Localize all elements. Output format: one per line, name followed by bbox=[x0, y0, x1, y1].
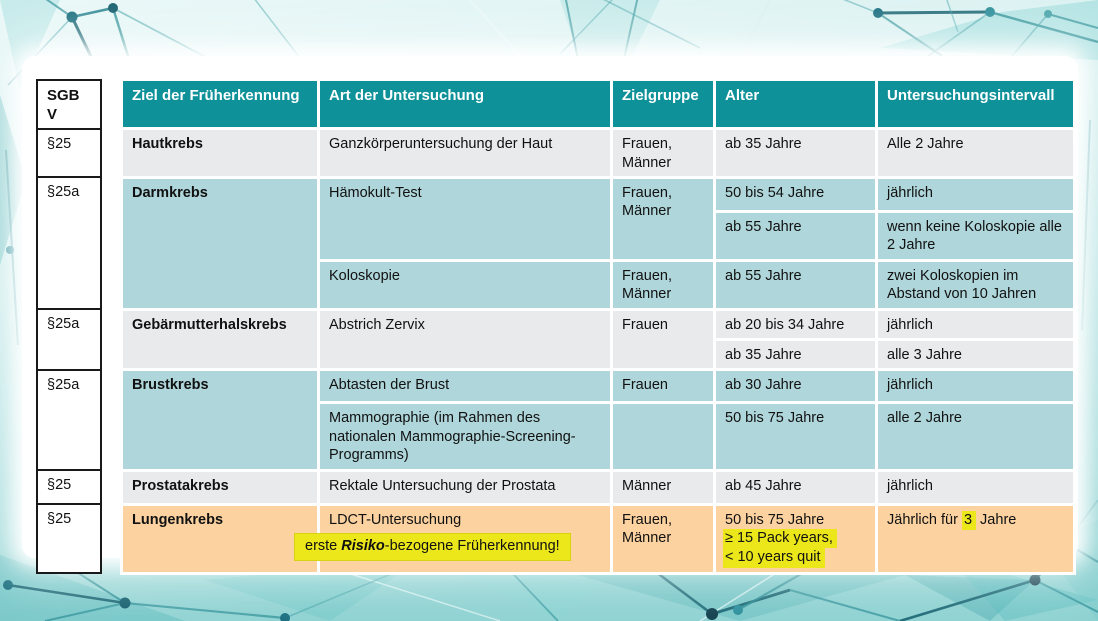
content-panel bbox=[22, 56, 1078, 566]
cell-alter-hautkrebs: ab 35 Jahre bbox=[715, 129, 877, 178]
cell-sgb-lungenkrebs: §25 bbox=[37, 504, 101, 573]
cell-art-hautkrebs: Ganzkörperuntersuchung der Haut bbox=[319, 129, 612, 178]
column-header-ziel: Ziel der Früherkennung bbox=[122, 80, 319, 129]
cell-intervall-koloskopie: zwei Koloskopien im Abstand von 10 Jahren bbox=[877, 260, 1075, 309]
cell-art-mammographie: Mammographie (im Rahmen des nationalen Mammographie-Screening-Programms) bbox=[319, 403, 612, 470]
cell-art-haemokult: Hämokult-Test bbox=[319, 177, 612, 260]
cell-alter-prostatakrebs: ab 45 Jahre bbox=[715, 470, 877, 504]
ldct-label: LDCT-Untersuchung bbox=[329, 511, 462, 528]
cell-intervall-haemokult-jaehrlich: jährlich bbox=[877, 177, 1075, 211]
cell-ziel-brustkrebs: Brustkrebs bbox=[122, 370, 319, 470]
cell-art-koloskopie: Koloskopie bbox=[319, 260, 612, 309]
cell-zielgruppe-brustkrebs: Frauen bbox=[612, 370, 715, 403]
cell-alter-zervix-20-34: ab 20 bis 34 Jahre bbox=[715, 309, 877, 339]
cell-alter-koloskopie: ab 55 Jahre bbox=[715, 260, 877, 309]
years-quit-highlight: < 10 years quit bbox=[723, 548, 825, 567]
cell-ziel-darmkrebs: Darmkrebs bbox=[122, 177, 319, 309]
cell-zielgruppe-prostatakrebs: Männer bbox=[612, 470, 715, 504]
cell-sgb-prostatakrebs: §25 bbox=[37, 470, 101, 504]
three-years-highlight: 3 bbox=[962, 511, 976, 530]
cell-alter-haemokult-50-54: 50 bis 54 Jahre bbox=[715, 177, 877, 211]
row-brustkrebs-abtasten bbox=[37, 370, 1075, 403]
cell-sgb-brustkrebs: §25a bbox=[37, 370, 101, 470]
column-header-art: Art der Untersuchung bbox=[319, 80, 612, 129]
cell-art-abtasten: Abtasten der Brust bbox=[319, 370, 612, 403]
row-darmkrebs-haemokult-a bbox=[37, 177, 1075, 211]
cell-alter-mammographie: 50 bis 75 Jahre bbox=[715, 403, 877, 470]
screening-table bbox=[36, 78, 1076, 575]
cell-sgb-zervix: §25a bbox=[37, 309, 101, 370]
cell-intervall-zervix-alle-3: alle 3 Jahre bbox=[877, 339, 1075, 369]
column-gap bbox=[101, 80, 122, 129]
cell-zielgruppe-hautkrebs: Frauen, Männer bbox=[612, 129, 715, 178]
cell-intervall-prostatakrebs: jährlich bbox=[877, 470, 1075, 504]
cell-art-zervix: Abstrich Zervix bbox=[319, 309, 612, 370]
row-hautkrebs bbox=[37, 129, 1075, 178]
cell-ziel-prostatakrebs: Prostatakrebs bbox=[122, 470, 319, 504]
cell-alter-haemokult-ab-55: ab 55 Jahre bbox=[715, 211, 877, 260]
cell-alter-brust-ab-30: ab 30 Jahre bbox=[715, 370, 877, 403]
row-prostatakrebs bbox=[37, 470, 1075, 504]
cell-zielgruppe-mammographie-empty bbox=[612, 403, 715, 470]
cell-intervall-haemokult-koloskopie: wenn keine Koloskopie alle 2 Jahre bbox=[877, 211, 1075, 260]
cell-ziel-zervix: Gebärmutterhalskrebs bbox=[122, 309, 319, 370]
pack-years-highlight: ≥ 15 Pack years, bbox=[723, 529, 837, 548]
cell-intervall-zervix-jaehrlich: jährlich bbox=[877, 309, 1075, 339]
cell-intervall-lungenkrebs: Jährlich für 3 Jahre bbox=[877, 504, 1075, 573]
cell-zielgruppe-zervix: Frauen bbox=[612, 309, 715, 370]
risk-based-screening-note: erste Risiko-bezogene Früherkennung! bbox=[294, 533, 571, 561]
cell-ziel-lungenkrebs: Lungenkrebs bbox=[122, 504, 319, 573]
cell-ziel-hautkrebs: Hautkrebs bbox=[122, 129, 319, 178]
column-header-zielgruppe: Zielgruppe bbox=[612, 80, 715, 129]
header-row bbox=[37, 80, 1075, 129]
cell-art-prostatakrebs: Rektale Untersuchung der Prostata bbox=[319, 470, 612, 504]
cell-zielgruppe-haemokult: Frauen, Männer bbox=[612, 177, 715, 260]
cell-alter-zervix-ab-35: ab 35 Jahre bbox=[715, 339, 877, 369]
cell-intervall-brust-jaehrlich: jährlich bbox=[877, 370, 1075, 403]
cell-intervall-hautkrebs: Alle 2 Jahre bbox=[877, 129, 1075, 178]
row-lungenkrebs bbox=[37, 504, 1075, 573]
cell-zielgruppe-lungenkrebs: Frauen, Männer bbox=[612, 504, 715, 573]
cell-sgb-darmkrebs: §25a bbox=[37, 177, 101, 309]
cell-intervall-mammographie: alle 2 Jahre bbox=[877, 403, 1075, 470]
column-header-alter: Alter bbox=[715, 80, 877, 129]
column-header-intervall: Untersuchungsintervall bbox=[877, 80, 1075, 129]
cell-alter-lungenkrebs: 50 bis 75 Jahre ≥ 15 Pack years, < 10 years quit bbox=[715, 504, 877, 573]
cell-art-ldct bbox=[305, 504, 612, 573]
row-zervix-a bbox=[37, 309, 1075, 339]
cell-sgb-hautkrebs: §25 bbox=[37, 129, 101, 178]
corner-header-sgb: SGB V bbox=[37, 80, 101, 129]
cell-zielgruppe-koloskopie: Frauen, Männer bbox=[612, 260, 715, 309]
